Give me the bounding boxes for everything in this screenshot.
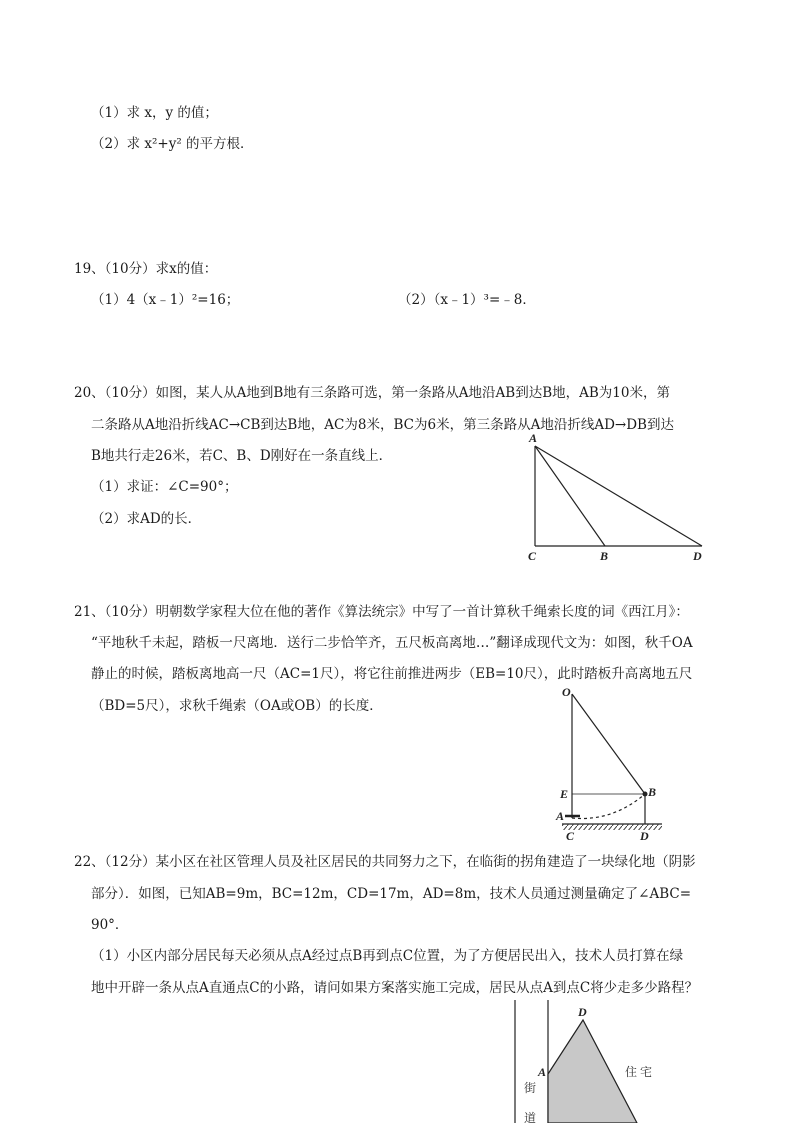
q21-line1: 21、（10分）明朝数学家程大位在他的著作《算法统宗》中写了一首计算秋千绳索长度的词《西江月》： <box>74 604 689 620</box>
q20-part1: （1）求证：∠C=90°； <box>91 479 238 495</box>
label-A: A <box>556 809 565 823</box>
q20-triangle-figure <box>520 428 720 568</box>
label-B: B <box>600 549 609 563</box>
street-char-2: 道 <box>524 1111 537 1123</box>
q22-line3: 90°． <box>91 917 129 933</box>
q19-heading: 19、（10分）求x的值： <box>74 261 218 277</box>
street-char-1: 街 <box>524 1081 537 1095</box>
q20-line2: 二条路从A地沿折线AC→CB到达B地，AC为8米，BC为6米，第三条路从A地沿折线AD→DB到达 <box>91 417 674 433</box>
rope-OB <box>572 694 645 794</box>
q22-part1-line2: 地中开辟一条从点A直通点C的小路，请问如果方案落实施工完成，居民从点A到点C将少走多少路程？ <box>91 980 699 996</box>
q21-line4: （BD=5尺），求秋千绳索（OA或OB）的长度． <box>91 698 383 714</box>
label-B: B <box>648 785 657 799</box>
q22-line2: 部分）．如图，已知AB=9m，BC=12m，CD=17m，AD=8m，技术人员通过测量确定了∠ABC= <box>91 886 692 902</box>
label-A: A <box>529 431 538 445</box>
label-O: O <box>562 685 571 699</box>
green-area-shaded <box>548 1020 637 1123</box>
q21-swing-figure <box>552 682 682 842</box>
label-E: E <box>560 787 569 801</box>
label-D: D <box>640 829 649 842</box>
segment-AD <box>535 446 702 546</box>
q18-part1: （1）求 x，y 的值； <box>91 105 218 121</box>
label-D: D <box>578 1005 587 1019</box>
q21-line2: “平地秋千未起，踏板一尺离地．送行二步恰竿齐，五尺板高离地…”翻译成现代文为：如图，秋千OA <box>91 635 693 651</box>
label-C: C <box>566 829 575 842</box>
q18-part2: （2）求 x²+y² 的平方根． <box>91 136 254 152</box>
q20-line1: 20、（10分）如图，某人从A地到B地有三条路可选，第一条路从A地沿AB到达B地，AB为10米，第 <box>74 385 670 401</box>
q22-green-area-figure <box>505 1000 675 1123</box>
q19-part1: （1）4（x﹣1）²=16； <box>91 292 240 308</box>
label-A: A <box>538 1065 547 1079</box>
footboard-B <box>643 792 648 797</box>
q20-part2: （2）求AD的长． <box>91 511 202 527</box>
q19-part2: （2）（x﹣1）³=﹣8． <box>398 292 536 308</box>
label-C: C <box>528 549 537 563</box>
residence-label: 住 宅 <box>625 1065 653 1079</box>
label-D: D <box>693 549 702 563</box>
segment-AB <box>535 446 605 546</box>
q22-part1-line1: （1）小区内部分居民每天必须从点A经过点B再到点C位置，为了方便居民出入，技术人员打算在绿 <box>91 948 684 964</box>
q21-line3: 静止的时候，踏板离地高一尺（AC=1尺），将它往前推进两步（EB=10尺），此时踏板升高离地五尺 <box>91 666 693 682</box>
q20-line3: B地共行走26米，若C、B、D刚好在一条直线上． <box>91 448 393 464</box>
swing-arc <box>572 794 645 819</box>
q22-line1: 22、（12分）某小区在社区管理人员及社区居民的共同努力之下，在临街的拐角建造了一块绿化地（阴影 <box>74 854 696 870</box>
